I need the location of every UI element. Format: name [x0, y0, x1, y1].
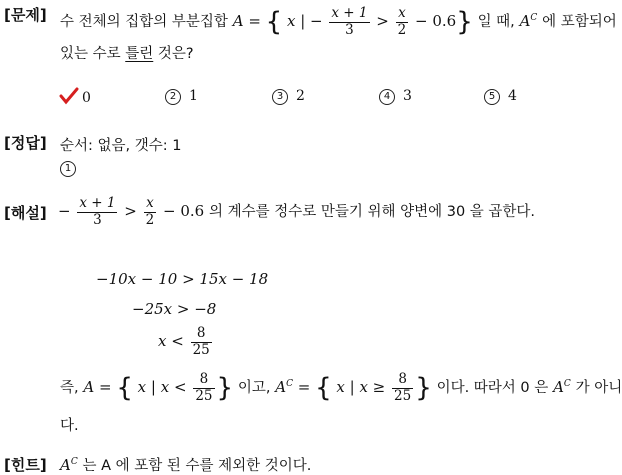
problem-text-suffix: 일 때,: [477, 14, 515, 31]
choice-4[interactable]: 4 3: [379, 88, 412, 105]
solution-step-2: −25x > −8: [132, 300, 217, 318]
choice-number-3: 3: [272, 89, 288, 105]
problem-text-prefix: 수 전체의 집합의 부분집합: [60, 14, 228, 31]
answer-line: 순서: 없음, 갯수: 1: [60, 138, 182, 154]
check-mark-icon: [60, 88, 78, 104]
set-variable: x: [286, 12, 296, 31]
problem-label: [문제]: [4, 6, 47, 24]
solution-step-1: −10x − 10 > 15x − 18: [96, 270, 269, 288]
solution-intro: − $\frac{x + 1}{3}$ > $\frac{x}{2}$ − 0.6 의 계수를 정수로 만들기 위해 양변에 30 을 곱한다.: [58, 195, 536, 228]
choice-3[interactable]: 3 2: [272, 88, 305, 105]
choice-2[interactable]: 2 1: [165, 88, 198, 105]
problem-line-1: 수 전체의 집합의 부분집합 A = { x | − $\frac{x + 1}{3}$ > $\frac{x}{2}$ − 0.6} 일 때, $A^C$ 에 포함되어: [60, 5, 617, 38]
answer-choice-number: 1: [60, 161, 76, 177]
solution-conclusion-line-2: 다.: [60, 418, 79, 434]
choice-number-5: 5: [484, 89, 500, 105]
problem-fraction-right: $\frac{x}{2}$: [397, 5, 407, 38]
hint-text: $A^C$ 는 A 에 포함 된 수를 제외한 것이다.: [60, 456, 312, 474]
solution-conclusion: 즉, A = { x | x < $\frac{8}{25}$ } 이고, $A^C$ = { x | x ≥ $\frac{8}{25}$ } 이다. 따라서 0 은 $A^C$ 가 아니: [60, 371, 622, 404]
choice-1[interactable]: 0: [60, 88, 91, 106]
solution-step-3: x < $\frac{8}{25}$: [158, 325, 210, 358]
problem-line-2: 있는 수로 틀린 것은?: [60, 46, 194, 62]
choice-number-2: 2: [165, 89, 181, 105]
choice-number-4: 4: [379, 89, 395, 105]
set-name: A: [232, 12, 244, 31]
underlined-word: 틀린: [125, 46, 154, 62]
problem-fraction-left: $\frac{x + 1}{3}$: [331, 5, 368, 38]
hint-label: [힌트]: [4, 456, 47, 474]
choice-5[interactable]: 5 4: [484, 88, 517, 105]
answer-choice: [60, 158, 84, 177]
solution-label: [해설]: [4, 204, 47, 222]
answer-label: [정답]: [4, 134, 47, 152]
